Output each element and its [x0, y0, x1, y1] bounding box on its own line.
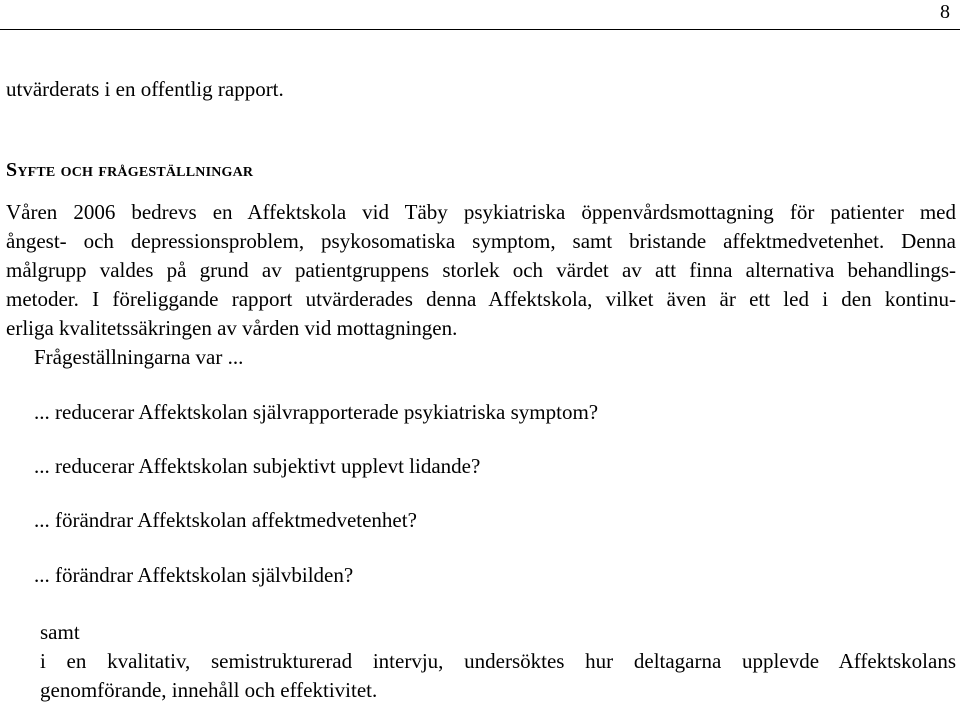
question-item: ... reducerar Affektskolan självrapporterade psykiatriska symptom?: [34, 400, 599, 424]
paragraph-line: målgrupp valdes på grund av patientgruppens storlek och värdet av att finna alternativa behandlings-: [6, 258, 956, 282]
paragraph-line: metoder. I föreliggande rapport utvärderades denna Affektskola, vilket även är ett led i den kontinu-: [6, 287, 956, 311]
closing-conjunction: samt: [40, 620, 80, 644]
question-item: ... förändrar Affektskolan affektmedvetenhet?: [34, 508, 417, 532]
closing-block: [40, 618, 956, 705]
closing-line: i en kvalitativ, semistrukturerad intervju, undersöktes hur deltagarna upplevde Affektskolans: [40, 649, 956, 673]
section-heading: Syfte och frågeställningar: [6, 159, 254, 181]
closing-line: genomförande, innehåll och effektivitet.: [40, 678, 378, 702]
page-number: 8: [940, 1, 950, 23]
paragraph-line: ångest- och depressionsproblem, psykosomatiska symptom, samt bristande affektmedvetenhet. Denna: [6, 229, 956, 253]
body-paragraph: [6, 198, 956, 343]
paragraph-line: erliga kvalitetssäkringen av vården vid mottagningen.: [6, 316, 458, 340]
intro-line: utvärderats i en offentlig rapport.: [6, 77, 284, 101]
question-item: ... förändrar Affektskolan självbilden?: [34, 563, 354, 587]
header-rule: [0, 29, 960, 30]
paragraph-line: Våren 2006 bedrevs en Affektskola vid Täby psykiatriska öppenvårdsmottagning för patienter med: [6, 200, 956, 224]
questions-intro: Frågeställningarna var ...: [34, 345, 244, 369]
question-item: ... reducerar Affektskolan subjektivt upplevt lidande?: [34, 454, 481, 478]
